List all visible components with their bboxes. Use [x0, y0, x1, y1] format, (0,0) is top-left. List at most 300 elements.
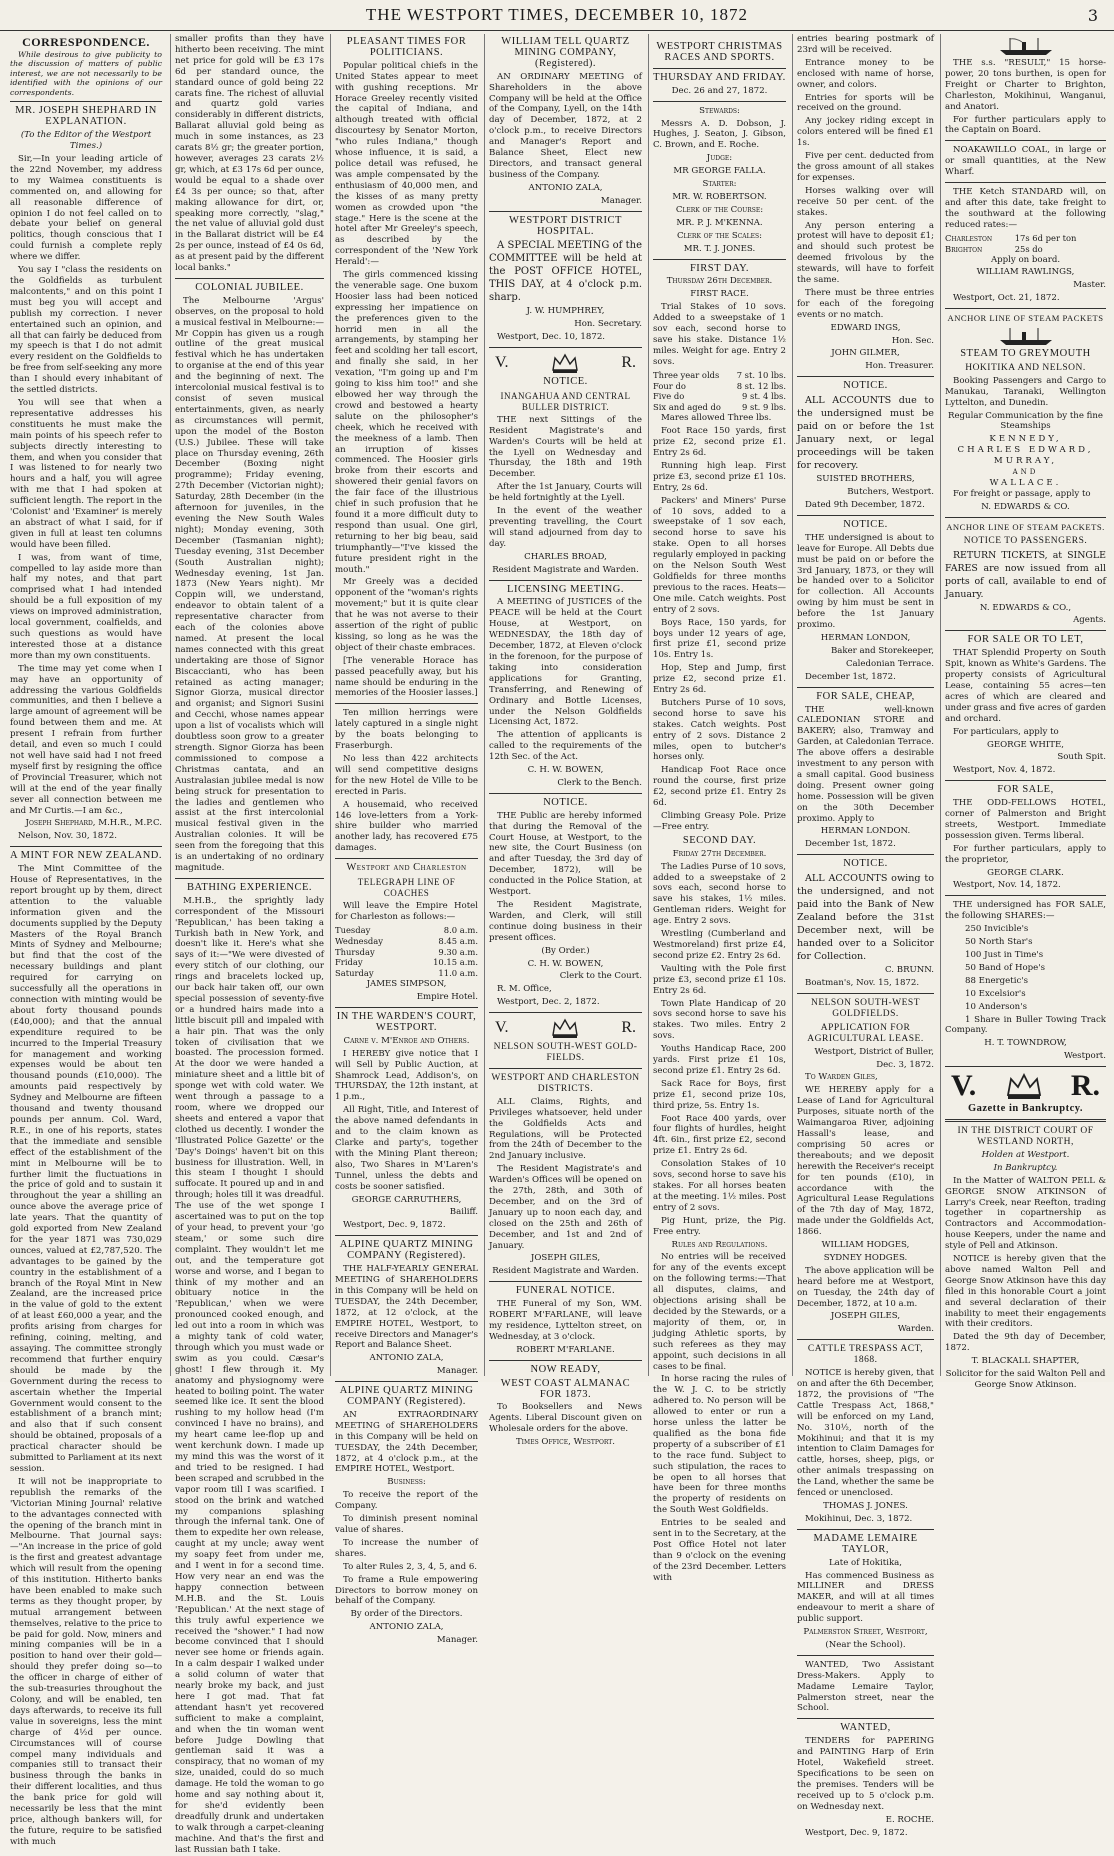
- share-item: 50 North Star's: [965, 937, 1033, 948]
- signature: HERMAN LONDON.: [820, 826, 911, 837]
- signature: JOSEPH GILES,: [830, 1311, 901, 1322]
- notice-date: Westport, Dec. 9, 1872.: [343, 1220, 446, 1231]
- royal-cipher: [495, 352, 636, 374]
- notice-date: Westport, Dec. 2, 1872.: [497, 997, 600, 1008]
- race-entry: Climbing Greasy Pole. Prize—Free entry.: [653, 811, 786, 832]
- second-day-date: Friday 27th December.: [672, 848, 767, 859]
- masthead: [0, 0, 1114, 31]
- article-paragraph: You will see that when a representative addresses his constituents he must make the main points of his speech refer to subjects directly interesting to them, and when you consider that I was listened to for nearly two hours and a half, you will agree with me that I had spoken at sufficient length. The report in the 'Colonist' and 'Examiner' is merely an abstract of what I said, for if given in full at least ten columns would have been filled.: [10, 397, 162, 550]
- wanted-heading: WANTED,: [840, 1722, 891, 1734]
- alpine-heading: ALPINE QUARTZ MINING COMPANY (Registered).: [339, 1239, 474, 1262]
- correspondence-heading: CORRESPONDENCE.: [22, 35, 150, 49]
- scales-name: MR. T. J. JONES.: [683, 243, 756, 254]
- notice-paragraph: AN ORDINARY MEETING of Shareholders in the above Company will be held at the Office of the Company, Lyell, on the 14th day of December, 1872, at 2 o'clock p.m., to receive Directors and Manager's Report and Balance Sheet, Elect new Directors, and transact general business of the Company.: [489, 71, 642, 180]
- rates-row: [945, 233, 1106, 244]
- notice-date: Westport, Nov. 4, 1872.: [953, 765, 1056, 776]
- race-entry: Vaulting with the Pole first prize £3, second prize £1 10s. Entry 2s 6d.: [653, 963, 786, 996]
- notice-paragraph: For further particulars apply to the Captain on Board.: [945, 114, 1106, 136]
- signature: T. BLACKALL SHAPTER,: [971, 1356, 1080, 1367]
- jubilee-heading: COLONIAL JUBILEE.: [195, 281, 304, 293]
- race-entry: Wrestling (Cumberland and Westmoreland) first prize £4, second prize £2. Entry 2s 6d.: [653, 929, 786, 961]
- bankruptcy-label: In Bankruptcy.: [993, 1162, 1058, 1173]
- notice-heading: NOTICE.: [543, 376, 588, 388]
- notice-paragraph: TENDERS for PAPERING and PAINTING Harp of Erin Hotel, Wakefield street. Specifications to be seen on the premises. Tenders will be received up to 5 o'clock p.m. on Wednesday next.: [797, 1736, 934, 1812]
- notice-paragraph: For particulars, apply to: [953, 726, 1059, 737]
- signature-title: (Near the School).: [825, 1639, 906, 1650]
- race-dates: Dec. 26 and 27, 1872.: [671, 85, 768, 96]
- notice-heading: NOTICE.: [843, 380, 888, 392]
- signature: JOSEPH GILES,: [530, 1253, 601, 1264]
- notice-paragraph: THE next Sittings of the Resident Magistrate's and Warden's Courts will be held at the Lyell on Wednesday and Thursday, the 18th and 19th December.: [489, 414, 642, 480]
- weights-value: 8 st. 12 lbs.: [736, 380, 786, 391]
- column-2: [170, 34, 328, 1855]
- race-entry: Butchers Purse of 10 sovs, second horse to save his stakes. Catch weights. Post entry of 2 sovs. Distance 2 miles, open to butcher's horses only.: [653, 697, 786, 763]
- article-paragraph: The time may yet come when I may have an opportunity of addressing the various Goldfields communities, and then I believe a large amount of agreement will be found between them and me. At present I refrain from further detail, and even so much I could not well have said had I not freed myself first by resigning the office of Provincial Treasurer, which not will at the end of the year finally sever all connection between me and Mr Curtis.—I am &c.,: [10, 663, 162, 816]
- signature-title: Clerk to the Court.: [559, 971, 642, 982]
- signature-title: Manager.: [436, 1366, 478, 1377]
- signature: C. H. W. BOWEN,: [527, 765, 604, 776]
- weights-value: 7 st. 10 lbs.: [736, 369, 786, 380]
- rate-value: 17s 6d per ton: [1014, 232, 1077, 243]
- business-item: To increase the number of shares.: [335, 1537, 478, 1559]
- signature-title: Resident Magistrate and Warden.: [492, 564, 639, 575]
- notice-heading: NOTICE.: [843, 518, 888, 530]
- schedule-time: 8.45 a.m.: [438, 935, 478, 946]
- coach-heading: Westport and Charleston: [346, 862, 467, 874]
- race-entry: Pig Hunt, prize, the Pig. Free entry.: [653, 1215, 786, 1237]
- rules-paragraph: entries bearing postmark of 23rd will be received.: [797, 34, 934, 55]
- schedule-row: [335, 947, 478, 958]
- royal-cipher: [495, 1017, 636, 1039]
- signature: GEORGE WHITE,: [987, 739, 1064, 750]
- schedule-time: 10.15 a.m.: [433, 957, 478, 968]
- districts-heading: WESTPORT AND CHARLESTON DISTRICTS.: [491, 1072, 640, 1094]
- signature-date: Nelson, Nov. 30, 1872.: [18, 831, 117, 842]
- hospital-heading: WESTPORT DISTRICT HOSPITAL.: [509, 214, 622, 237]
- article-paragraph: M.H.B., the sprightly lady correspondent of the Missouri 'Republican,' has been taking a Turkish bath in New York, and doesn't like it. Here's what she says of it:—"We were divested of every stitch of our clothing, our rings and bracelets locked up, our back hair taken off, our own special possession of seventy-five or a hundred hairs made into a little biscuit pill and impaled with a hair pin. That was the only token of civilisation that we boasted. The procession formed. At the door we were handed a miniature sheet and a little bit of sponge wet with cold water. We went through a passage to a room, where we dropped our sheets and entered a vapor that clothed us decently. I wonder the 'Illustrated Police Gazette' or the 'Day's Doings' haven't bit on this business for illustration. Well, in this steam I thought I should suffocate. It poured up and in and through; holes till it was dreadful. The use of the wet sponge I ascertained was to put on the top of your head, to prevent your 'go steam,' or some such dire complaint. They wouldn't let me out, and the temperature got worse and worse, and I began to think of my mother and an obituary notice in the 'Republican,' when we were pronounced cooked enough, and led out into a room in which was a mighty tank of cold water, through which you must wade or swim as you could. Cæsar's ghost! I flew through it. My anatomy and physiognomy were heated to boiling point. The water seemed like ice. It sent the blood rushing to my hollow head (I'm convinced I have no brains), and my heart came lee-flop up and went kerchunk down. I made up my mind this was the worst of it and tried to be resigned. I had been scraped and scrubbed in the vapor room till I was scarified. I stood on the brink and watched my companions splashing through the infernal tank. One of them to expedite her own release, caught at my uncle; away went my soapy feet from under me, and I went in for a second time. How very near an end was the happy connection between M.H.B. and the St. Louis 'Republican.' At the next stage of this truly awful experience we received the "shower." I had now become convinced that I should never see home or friends again. In a calm despair I walked under a solid column of water that nearly broke my back, and just here I got mad. That fat attendant hasn't yet recovered sufficient to make a complaint, and when the tin woman went before Judge Dowling that gentleman said it was a conspiracy, that no woman of my size, unaided, could do so much damage. He told the woman to go home and say nothing about it, for she'd evidently been dreadfully drunk and undertaken to walk through a carpet-cleaning machine. And that's the first and last Russian bath I take.: [175, 895, 324, 1855]
- signature-title: Caledonian Terrace.: [845, 658, 934, 669]
- business-label: Business:: [387, 1477, 426, 1488]
- notice-paragraph: For freight or passage, apply to: [953, 488, 1091, 499]
- notice-paragraph: THE well-known CALEDONIAN STORE and BAKERY; also, Tramway and Garden, at Caledonian Terrace. The above offers a desirable investment to any person with a small capital. Good business doing. Present owner going home. Possession will be given on the 30th December proximo. Apply to: [797, 704, 934, 824]
- signature-title: Solicitor for the said Walton Pell and George Snow Atkinson.: [945, 1369, 1106, 1390]
- signature: Joseph Shephard, M.H.R., M.P.C.: [25, 818, 162, 829]
- judge-name: MR GEORGE FALLA.: [673, 166, 766, 177]
- first-race-label: FIRST RACE.: [690, 289, 749, 300]
- notice-paragraph: Has commenced Business as MILLINER and DRESS MAKER, and will at all times endeavour to merit a share of public support.: [797, 1570, 934, 1625]
- notice-paragraph: THE undersigned has FOR SALE, the following SHARES:—: [945, 900, 1106, 922]
- sale-let-heading: FOR SALE OR TO LET,: [967, 634, 1084, 646]
- notice-paragraph: THE s.s. "RESULT," 15 horse-power, 20 tons burthen, is open for Freight or Charter to Brighton, Charleston, Mokihinui, Wanganui, and Anatori.: [945, 58, 1106, 112]
- share-item: 88 Energetic's: [965, 975, 1029, 986]
- weights-value: 9 st. 4 lbs.: [742, 391, 786, 402]
- lease-heading: APPLICATION FOR AGRICULTURAL LEASE.: [807, 1022, 924, 1044]
- signature-title: Hon. Secretary.: [574, 319, 642, 330]
- article-paragraph: It will not be inappropriate to republish the remarks of the 'Victorian Mining Journal' relative to the advantages connected with the opening of the branch mint in Melbourne. That journal says:—"An increase in the price of gold is the first and greatest advantage which will result from the opening of this institution. Hitherto banks have been enabled to make such terms as they thought proper, by mutual arrangement between themselves, relative to the price to be paid for gold. Now, miners and mining companies will be in a position to hand over their gold—should they prefer doing so—to the officer in charge of either of the sub-treasuries throughout the Colony, and will be enabled, ten days afterwards, to receive its full value in sovereigns, less the mint charge of 4½d per ounce. Circumstances will of course compel many individuals and companies still to transact their business through the banks in their different localities, and thus the bank price for gold will necessarily be less that the mint price, although bankers will, for the future, require to be satisfied with much: [10, 1476, 163, 1847]
- signature-title: Baker and Storekeeper,: [830, 645, 934, 656]
- column-5: [648, 34, 790, 1583]
- share-item: 50 Band of Hope's: [965, 962, 1045, 973]
- race-entry: Foot Race 150 yards, first prize £2, second prize £1. Entry 2s 6d.: [653, 426, 786, 458]
- rules-paragraph: Horses walking over will receive 50 per cent. of the stakes.: [797, 185, 934, 218]
- scales-label: Clerk of the Scales:: [676, 230, 762, 241]
- notice-date: Westport, Nov. 14, 1872.: [953, 880, 1061, 891]
- weights-value: 9 st. 9 lbs.: [742, 402, 786, 413]
- ship-name: CHARLES EDWARD,: [957, 445, 1094, 456]
- article-paragraph: You say I "class the residents on the Goldfields as turbulent malcontents," and on this point I must beg you will accept and publish my correction. I never entertained such an opinion, and all that can fairly be deduced from my speech is that I do not admit every resident on the Goldfields to be free from self-seeking any more than I should every inhabitant of the settled districts.: [10, 265, 162, 396]
- notice-date: Dated 9th December, 1872.: [805, 500, 925, 510]
- rates-row: [945, 244, 1106, 255]
- signature: C. BRUNN.: [885, 965, 934, 976]
- apply-line: Apply on board.: [990, 254, 1061, 265]
- notice-paragraph: The Resident Magistrate's and Warden's Offices will be opened on the 27th, 28th, and 30th of December, and on the 3rd of January up to noon each day, and closed on the 25th and 26th of December, and 1st and 2nd of January.: [489, 1164, 642, 1251]
- to-editor: (To the Editor of the Westport Times.): [20, 130, 152, 152]
- signature-title: Clerk to the Bench.: [557, 777, 642, 788]
- weights-table: [653, 370, 786, 414]
- share-item: 10 Anderson's: [965, 1001, 1027, 1012]
- shephard-heading: MR. JOSEPH SHEPHARD IN EXPLANATION.: [15, 105, 157, 128]
- race-entry: Consolation Stakes of 10 sovs, second horse to save his stakes. For all horses beaten at the meeting. 1½ miles. Post entry of 2 sovs.: [653, 1159, 786, 1213]
- signature-title: Hon. Sec.: [891, 335, 934, 346]
- article-paragraph: Mr Greely was a decided opponent of the "woman's rights movement;" but it is quite clear that he was not averse to their assertion of the right of public kissing, so long as he was the object of their chaste embraces.: [335, 577, 478, 653]
- rules-heading: Rules and Regulations.: [671, 1239, 768, 1250]
- rules-paragraph: There must be three entries for each of the foregoing events or no match.: [797, 287, 934, 320]
- signature: ANTONIO ZALA,: [369, 1353, 444, 1364]
- ship-illustration: [945, 36, 1106, 56]
- signature: H. T. TOWNDROW,: [984, 1038, 1067, 1049]
- notice-paragraph: THE undersigned is about to leave for Europe. All Debts due must be paid on or before the 3rd January, 1873, or they will be handed over to a Solicitor for collection. All Accounts owing by him must be sent in before the 1st January proximo.: [797, 532, 934, 631]
- race-entry: The Ladies Purse of 10 sovs, added to a sweepstake of 2 sovs each, second horse to save his stakes, 1½ miles. Gentleman riders. Weight for age. Entry 2 sovs.: [653, 861, 786, 927]
- share-item: 250 Invicible's: [965, 924, 1029, 935]
- race-days-heading: THURSDAY AND FRIDAY.: [653, 71, 786, 83]
- notice-paragraph: ALL ACCOUNTS due to the undersigned must be paid on or before the 1st January next, or legal proceedings will be taken for recovery.: [797, 395, 934, 472]
- notice-date: Westport, Oct. 21, 1872.: [953, 293, 1060, 304]
- coach-intro: Will leave the Empire Hotel for Charleston as follows:—: [335, 900, 478, 922]
- for-sale-heading: FOR SALE,: [997, 784, 1054, 796]
- anchor-line-heading: ANCHOR LINE OF STEAM PACKETS: [947, 313, 1104, 324]
- signature: J. W. HUMPHREY,: [526, 306, 605, 317]
- weights-age: Six and aged do: [653, 402, 721, 413]
- order-line: By order of the Directors.: [350, 1609, 463, 1620]
- ship-name: WALLACE.: [989, 478, 1062, 488]
- notice-paragraph: NOTICE is hereby given, that on and after the 6th December, 1872, the provisions of "The Cattle Trespass Act, 1868," will be enforced on my Land, No. 310½, north of the Mokihinui; and that it is my intention to Claim Damages for cattle, horses, sheep, pigs, or other animals trespassing on the Land, whether the same be fenced or unenclosed.: [797, 1368, 934, 1499]
- notice-paragraph: The above application will be heard before me at Westport, on Tuesday, the 24th day of December, 1872, at 10 a.m.: [797, 1265, 934, 1309]
- article-paragraph: The Mint Committee of the House of Representatives, in the report brought up by them, direct attention to the valuable information given and the documents supplied by the Deputy Masters of the Royal Branch Mints of Sydney and Melbourne; but find that the cost of the necessary buildings and plant required for carrying on successfully all the operations in connection with minting would be about forty thousand pounds (£40,000); and that the annual expenditure required to be incurred to the Imperial Treasury for management and working expenses would be about ten thousand pounds (£10,000). The amounts paid respectively by Sydney and Melbourne are fifteen thousand and twenty thousand pounds per annum. Col. Ward, R.E., in one of his reports, states that the immediate and sensible effect of the establishment of the mint in Melbourne will be to further limit the fluctuations in the price of gold and to sustain it throughout the year a shilling an ounce above the average price of late years. That the quantity of gold exported from New Zealand for the year 1871 was 730,029 ounces, valued at £2,787,520. The advantages to be gained by the country in the establishment of a branch of the Royal Mint in New Zealand, are the increased price in the value of gold to the extent of at least £60,000 a year, and the profits arising from charges for refining, coining, melting, and assaying. The committee strongly recommend that further enquiry should be made by the Government during the recess to ascertain whether the Imperial Government would consent to the establishment of a branch mint; and also that if such consent should be obtained, proposals of a practical character should be submitted to Parliament at its next session.: [10, 864, 162, 1474]
- cipher-r: R.: [1070, 1068, 1100, 1102]
- signature: WILLIAM HODGES,: [821, 1240, 910, 1251]
- rate-place: Charleston: [945, 232, 993, 243]
- rate-place: Brighton: [945, 243, 983, 254]
- notice-paragraph: The attention of applicants is called to the requirements of the 12th Sec. of the Act.: [489, 730, 642, 763]
- race-note: Mares allowed Three lbs.: [661, 413, 772, 424]
- first-day-heading: FIRST DAY.: [689, 262, 750, 274]
- disclaimer: While desirous to give publicity to the discussion of matters of public interest, we are not necessarily to be identified with the opinions of our correspondents.: [10, 49, 162, 97]
- rules-paragraph: In horse racing the rules of the W. J. C. to be strictly adhered to. No person will be allowed to enter or run a horse unless the latter be qualified as the bona fide property of a subscriber of £1 to the race fund. Subject to such stipulation, the races to be open to all horses that have been for three months the property of residents on the South West Goldfields.: [653, 1374, 786, 1516]
- location-date: Dec. 3, 1872.: [876, 1059, 934, 1070]
- steamship-icon: [996, 36, 1056, 56]
- court-location: Holden at Westport.: [981, 1149, 1070, 1160]
- weights-row: [653, 381, 786, 392]
- coach-schedule: [335, 925, 478, 980]
- royal-cipher: [951, 1068, 1100, 1102]
- mint-heading: A MINT FOR NEW ZEALAND.: [10, 850, 162, 862]
- column-6: [792, 34, 938, 1838]
- notice-paragraph: Dated the 9th day of December, 1872.: [945, 1332, 1106, 1354]
- business-item: To alter Rules 2, 3, 4, 5, and 6.: [343, 1561, 478, 1572]
- race-entry: Youths Handicap Race, 200 yards. First prize £1 10s, second prize £1. Entry 2s 6d.: [653, 1044, 786, 1076]
- signature-title: Hon. Treasurer.: [865, 361, 934, 372]
- rules-paragraph: Entries to be sealed and sent in to the Secretary, at the Post Office Hotel not later than 9 o'clock on the evening of the 23rd December. Letters with: [653, 1518, 786, 1583]
- race-entry: Foot Race 400 yards, over four flights of hurdles, height 4ft. 6in., first prize £2, second prize £1. Entry 2s 6d.: [653, 1113, 786, 1157]
- column-4: [484, 34, 646, 1448]
- schedule-day: Wednesday: [335, 935, 383, 946]
- signature: ANTONIO ZALA,: [369, 1622, 444, 1633]
- races-heading: WESTPORT CHRISTMAS RACES AND SPORTS.: [656, 41, 783, 63]
- cipher-r: R.: [621, 1018, 636, 1036]
- schedule-time: 11.0 a.m.: [438, 968, 478, 979]
- signature-title: Westport.: [1063, 1051, 1106, 1062]
- business-item: To frame a Rule empowering Directors to borrow money on behalf of the Company.: [335, 1574, 478, 1607]
- weights-age: Five do: [653, 391, 685, 402]
- clerk-name: MR. P. J. M'KENNA.: [676, 217, 763, 228]
- hokitika-heading: HOKITIKA AND NELSON.: [965, 362, 1086, 373]
- signature-title: Resident Magistrate and Warden.: [492, 1266, 639, 1277]
- signature-title: Master.: [1073, 280, 1106, 291]
- case-title: Carne v. M'Enroe and Others.: [343, 1035, 470, 1046]
- crown-icon: [550, 1017, 580, 1039]
- notice-paragraph: WE HEREBY apply for a Lease of Land for Agricultural Purposes, situate north of the Waimangaroa River, adjoining Hassall's lease, and comprising 50 acres or thereabouts; and we deposit herewith the Receiver's receipt for ten pounds (£10), in accordance with the Agricultural Lease Regulations of the 7th day of May, 1872, made under the Goldfields Act, 1866.: [797, 1085, 934, 1238]
- for-sale-heading: FOR SALE, CHEAP,: [816, 690, 915, 702]
- signature: N. EDWARDS & CO.,: [979, 602, 1072, 613]
- rules-paragraph: Entrance money to be enclosed with name of horse, owner, and colors.: [797, 57, 934, 90]
- rules-paragraph: No entries will be received for any of the events except on the following terms:—That all disputes, claims, and objections arising shall be decided by the Stewards, or a majority of them, or, in judging Athletic sports, by such referees as they may appoint, such decisions in all cases to be final.: [653, 1252, 786, 1372]
- signature: ANTONIO ZALA,: [528, 182, 603, 193]
- notice-paragraph: AN EXTRAORDINARY MEETING of SHAREHOLDERS in this Company will be held on TUESDAY, the 24th December, 1872, at 4 o'clock p.m., at the EMPIRE HOTEL, Westport.: [335, 1409, 478, 1475]
- passengers-heading: NOTICE TO PASSENGERS.: [963, 535, 1088, 546]
- notice-paragraph: A SPECIAL MEETING of the COMMITTEE will be held at the POST OFFICE HOTEL, THIS DAY, at 4 o'clock p.m. sharp.: [489, 240, 642, 304]
- signature: WILLIAM RAWLINGS,: [976, 267, 1075, 278]
- alpine-heading-2: ALPINE QUARTZ MINING COMPANY (Registered).: [339, 1385, 474, 1408]
- weights-row: [653, 391, 786, 402]
- cipher-v: V.: [495, 1018, 509, 1036]
- business-item: To diminish present nominal value of shares.: [335, 1514, 478, 1535]
- article-paragraph: [The venerable Horace has passed peacefully away, but his name should be enduring in the memories of the Hoosier lasses.]: [335, 655, 478, 699]
- signature: C. H. W. BOWEN,: [527, 958, 604, 969]
- schedule-day: Friday: [335, 957, 363, 968]
- schedule-day: Tuesday: [335, 924, 371, 935]
- stewards-list: Messrs A. D. Dobson, J. Hughes, J. Seaton, J. Gibson, C. Brown, and E. Roche.: [653, 118, 786, 151]
- article-paragraph: Sir,—In your leading article of the 22nd November, my address to my Waimea constituents is commented on, and allowing for all reasonable difference of opinion I do not feel called on to debate your belief on general politics, though conscious that I could furnish a complete reply where we differ.: [10, 154, 162, 263]
- notice-paragraph: THE HALF-YEARLY GENERAL MEETING of SHAREHOLDERS in this Company will be held on TUESDAY, the 24th December, 1872, at 12 o'clock, at the EMPIRE HOTEL, Westport, to receive Directors and Manager's Report and Balance Sheet.: [335, 1264, 478, 1351]
- william-tell-heading: WILLIAM TELL QUARTZ MINING COMPANY, (Registered).: [501, 36, 630, 69]
- rate-value: 25s do: [1014, 243, 1043, 254]
- milliner-subheading: Late of Hokitika,: [828, 1557, 903, 1568]
- notice-paragraph: Regular Communication by the fine Steamships: [948, 410, 1103, 432]
- article-paragraph: The Melbourne 'Argus' observes, on the proposal to hold a musical festival in Melbourne:—Mr Coppin has given us a rough outline of the great musical festival which he has undertaken to organise at the end of this year and the beginning of next. The intercolonial musical festival is to consist of seven musical entertainments, given, as nearly as circumstances will permit, upon the model of the Boston (U.S.) Jubilee. These will take place on Thursday evening, 26th December (Boxing night programme); Friday evening, 27th December (Victorian night); Saturday, 28th December (in the afternoon for juveniles, in the evening the New South Wales night); Monday evening, 30th December (Tasmanian night); Tuesday evening, 31st December (South Australian night); Wednesday evening, 1st Jan. 1873 (New Years night). Mr Coppin will, we understand, endeavor to obtain talent of a representative character from each of the colonies above named. At present the local names connected with this great undertaking are those of Signor Biscaccianti, who has been retained as acting manager; Signor Giorza, musical director and organist; and Signori Susini and Cecchi, whose names appear upon a list of vocalists which will doubtless soon grow to a greater strength. Signor Giorza has been commissioned to compose a Christmas cantata, and an Australasian jubilee medal is now being struck for presentation to the ladies and gentlemen who assist at the first intercolonial musical festival given in the Australian colonies. It will be seen from the foregoing that this is an undertaking of no ordinary magnitude.: [175, 295, 324, 873]
- notice-paragraph: ALL ACCOUNTS owing to the undersigned, and not paid into the Bank of New Zealand before the 31st December next, will be handed over to a Solicitor for Collection.: [797, 873, 934, 963]
- cattle-heading: CATTLE TRESPASS ACT, 1868.: [807, 1344, 924, 1366]
- notice-paragraph: In the Matter of WALTON PELL & GEORGE SNOW ATKINSON of Larry's Creek, near Reefton, trading together in copartnership as Contractors and Accommodation-house Keepers, under the name and style of Pell and Atkinson.: [945, 1175, 1106, 1252]
- clerk-label: Clerk of the Course:: [675, 204, 764, 215]
- signature: GEORGE CARRUTHERS,: [351, 1194, 462, 1205]
- notice-paragraph: ALL Claims, Rights, and Privileges whatsoever, held under the Goldfields Acts and Regulations, will be Protected from the 24th of December to the 2nd January inclusive.: [489, 1096, 642, 1162]
- notice-date: Westport, Dec. 10, 1872.: [497, 332, 606, 343]
- gazette-heading: Gazette in Bankruptcy.: [967, 1103, 1084, 1115]
- cipher-r: R.: [621, 353, 636, 371]
- milliner-heading: MADAME LEMAIRE TAYLOR,: [813, 1532, 918, 1555]
- notice-paragraph: A MEETING of JUSTICES of the PEACE will be held at the Court House, at Westport, on WEDNESDAY, the 18th day of December, 1872, at Eleven o'clock in the forenoon, for the purpose of taking into consideration applications for Granting, Transferring, and Renewing of Ordinary and Bottle Licenses, under the Nelson Goldfields Licensing Act, 1872.: [489, 597, 642, 728]
- rules-paragraph: Any person entering a protest will have to deposit £1; and should such protest be deemed frivolous by the stewards, will have to forfeit the same.: [797, 220, 934, 286]
- signature-title: Bailiff.: [449, 1207, 478, 1218]
- race-entry: Running high leap. First prize £3, second prize £1 10s. Entry, 2s 6d.: [653, 460, 786, 493]
- schedule-time: 9.30 a.m.: [438, 946, 478, 957]
- notice-paragraph: WANTED, Two Assistant Dress-Makers. Apply to Madame Lemaire Taylor, Palmerston street, near the School.: [797, 1659, 934, 1714]
- article-paragraph: No less than 422 architects will send competitive designs for the new Hotel de Ville to be erected in Paris.: [335, 754, 478, 797]
- signature: E. ROCHE.: [885, 1814, 934, 1825]
- ship-name: MURRAY,: [993, 456, 1058, 467]
- column-7: [940, 34, 1110, 1390]
- article-paragraph: Ten million herrings were lately captured in a single night by the boats belonging to Fraserburgh.: [335, 708, 478, 752]
- addressee: To Warden Giles,: [805, 1072, 878, 1083]
- inangahua-heading: INANGAHUA AND CENTRAL BULLER DISTRICT.: [500, 391, 631, 412]
- notice-paragraph: NOTICE is hereby given that the above named Walton Pell and George Snow Atkinson have this day filed in this honorable Court a joint and several declaration of their inability to meet their engagements with their creditors.: [945, 1254, 1106, 1330]
- schedule-row: [335, 957, 478, 968]
- rates-table: [945, 233, 1106, 255]
- schedule-day: Thursday: [335, 946, 375, 957]
- newspaper-title: THE WESTPORT TIMES, DECEMBER 10, 1872: [365, 5, 749, 24]
- wardens-court-heading: IN THE WARDEN'S COURT, WESTPORT.: [336, 1011, 477, 1033]
- race-entry: Handicap Foot Race once round the course, first prize £2, second prize £1. Entry 2s 6d.: [653, 765, 786, 809]
- weights-row: [653, 402, 786, 413]
- anchor-line-heading: ANCHOR LINE OF STEAM PACKETS.: [946, 521, 1105, 532]
- business-item: To receive the report of the Company.: [335, 1490, 478, 1512]
- schedule-day: Saturday: [335, 968, 374, 979]
- starter-name: MR. W. ROBERTSON.: [672, 191, 767, 202]
- race-entry: Hop, Step and Jump, first prize £2, second prize £1. Entry 2s 6d.: [653, 663, 786, 696]
- judge-label: Judge:: [706, 153, 733, 164]
- signature-title: Empire Hotel.: [416, 992, 478, 1003]
- goldfields-heading: NELSON SOUTH-WEST GOLDFIELDS.: [810, 998, 921, 1019]
- notice-paragraph: In the event of the weather preventing travelling, the Court will stand adjourned from day to day.: [489, 506, 642, 549]
- signature-title: Manager.: [436, 1635, 478, 1646]
- signature: N. EDWARDS & CO.: [981, 501, 1070, 512]
- greymouth-heading: STEAM TO GREYMOUTH: [960, 348, 1091, 360]
- notice-paragraph: THE Funeral of my Son, WM. ROBERT M'FARLANE, will leave my residence, Lyttelton street, on Wednesday, at 3 o'clock.: [489, 1299, 642, 1342]
- crown-icon: [550, 352, 580, 374]
- notice-paragraph: Booking Passengers and Cargo to Manukau, Taranaki, Wellington Lyttelton, and Dunedin.: [945, 375, 1106, 408]
- signature: Palmerston Street, Westport,: [803, 1627, 928, 1638]
- notice-paragraph: All Right, Title, and Interest of the above named defendants in and to the claim known as Clarke and party's, together with the Mining Plant thereon; also, Two Shares in M'Laren's Tunnel, unless the debts and costs be sooner satisfied.: [335, 1105, 478, 1192]
- rules-paragraph: Entries for sports will be received on the ground.: [797, 92, 934, 114]
- column-1: [6, 34, 166, 1847]
- share-item: 10 Excelsior's: [965, 988, 1026, 999]
- signature-title: Agents.: [1073, 615, 1106, 626]
- bathing-heading: BATHING EXPERIENCE.: [187, 881, 312, 893]
- article-paragraph: A housemaid, who received 146 love-letters from a York-shire builder who married another lady, has recovered £75 damages.: [335, 799, 478, 854]
- notice-paragraph: For further particulars, apply to the proprietor,: [945, 843, 1106, 865]
- notice-paragraph: NOAKAWILLO COAL, in large or or small quantities, at the New Wharf.: [945, 145, 1106, 178]
- stewards-label: Stewards:: [699, 105, 740, 116]
- second-day-heading: SECOND DAY.: [682, 834, 757, 846]
- funeral-heading: FUNERAL NOTICE.: [515, 1285, 616, 1297]
- signature-title: Warden.: [897, 1324, 934, 1335]
- signature: HERMAN LONDON,: [820, 632, 911, 643]
- notice-paragraph: I HEREBY give notice that I will Sell by Public Auction, at Shamrock Lead, Addison's, on THURSDAY, the 12th instant, at 1 p.m.,: [335, 1048, 478, 1103]
- and-word: AND: [1012, 468, 1039, 477]
- schedule-time: 8.0 a.m.: [443, 924, 478, 935]
- notice-paragraph: RETURN TICKETS, at SINGLE FARES are now issued from all ports of call, available to end of January.: [945, 549, 1106, 600]
- politicians-heading: PLEASANT TIMES FOR POLITICIANS.: [346, 36, 467, 58]
- signature-title: Manager.: [600, 195, 642, 206]
- notice-heading: NOTICE.: [543, 796, 588, 808]
- article-paragraph: smaller profits than they have hitherto been receiving. The mint net price for gold will be £3 17s 6d per standard ounce, the standard ounce of gold being 22 carats fine. The richest of alluvial and quartz gold varies considerably in different districts, Ballarat alluvial gold being as much in some instances, as 23 carats 8½ gr; the greater portion, however, averages 23 carats 2½ gr, which, at £3 17s 6d per ounce, would be equal to a shade over £4 3s per ounce; so that, after making allowance for dirt, or, speaking more correctly, "slag," the net value of alluvial gold dust in the Ballarat district will be £4 2s per ounce, instead of £4 0s 6d, as at present paid by the different local banks.": [175, 34, 324, 274]
- weights-age: Four do: [653, 380, 686, 391]
- location-line: Westport, District of Buller,: [814, 1046, 934, 1057]
- race-entry: Packers' and Miners' Purse of 10 sovs, added to a sweepstake of 1 sov each, second horse to save his stake. Open to all horses regularly employed in packing on the Nelson South West Goldfields for three months previous to the races. Heats—One mile. Catch weights. Post entry of 2 sovs.: [653, 495, 786, 615]
- coach-subheading: TELEGRAPH LINE OF COACHES: [357, 877, 456, 898]
- signature: SYDNEY HODGES.: [823, 1252, 908, 1263]
- office-line: R. M. Office,: [497, 984, 552, 995]
- notice-date: Westport, Dec. 9, 1872.: [805, 1827, 908, 1838]
- goldfields-heading: NELSON SOUTH-WEST GOLD-FIELDS.: [493, 1042, 638, 1064]
- race-entry: Town Plate Handicap of 20 sovs second horse to save his stakes. Two miles. Entry 2 sovs.: [653, 998, 786, 1042]
- ship-illustration: [945, 326, 1106, 346]
- cipher-v: V.: [951, 1068, 977, 1102]
- signature: ROBERT M'FARLANE.: [516, 1344, 615, 1355]
- column-3: [330, 34, 482, 1646]
- notice-paragraph: The Resident Magistrate, Warden, and Clerk, will still continue doing business in their present offices.: [489, 900, 642, 943]
- signature: EDWARD INGS,: [830, 322, 901, 333]
- licensing-heading: LICENSING MEETING.: [507, 583, 624, 595]
- notice-date: Boatman's, Nov. 15, 1872.: [805, 978, 920, 989]
- signature: Times Office, Westport.: [515, 1437, 616, 1448]
- crown-icon: [1004, 1071, 1044, 1101]
- signature-title: Butchers, Westport.: [847, 487, 934, 498]
- starter-label: Starter:: [702, 179, 737, 190]
- notice-paragraph: After the 1st January, Courts will be held fortnightly at the Lyell.: [489, 482, 642, 504]
- signature: JOHN GILMER,: [831, 348, 900, 359]
- signature: GEORGE CLARK.: [987, 867, 1064, 878]
- order-line: (By Order.): [541, 945, 590, 956]
- article-paragraph: I was, from want of time, compelled to lay aside more than half my notes, and that part comprised what I had intended should be a full exposition of my views on improved administration, local government, coalfields, and such questions as would have interested those at a distance more than my own constituents.: [10, 552, 162, 661]
- steamship-icon: [996, 326, 1056, 346]
- ship-name: KENNEDY,: [989, 434, 1062, 445]
- notice-heading: NOTICE.: [843, 858, 888, 870]
- signature: JAMES SIMPSON,: [366, 979, 447, 990]
- weights-age: Three year olds: [653, 369, 720, 380]
- signature: CHARLES BROAD,: [524, 551, 607, 562]
- almanac-heading: WEST COAST ALMANAC FOR 1873.: [500, 1377, 631, 1400]
- weights-row: [653, 370, 786, 381]
- rules-paragraph: Any jockey riding except in colors entered will be fined £1 1s.: [797, 116, 934, 149]
- notice-paragraph: THE Public are hereby informed that during the Removal of the Court House, at Westport, to the new site, the Court Business (on and after Tuesday, the 3rd day of December, 1872), will be conducted in the Police Station, at Westport.: [489, 810, 642, 898]
- signature: THOMAS J. JONES.: [823, 1500, 908, 1511]
- signature-title: South Spit.: [1057, 752, 1106, 763]
- now-ready-heading: NOW READY,: [530, 1363, 601, 1375]
- notice-date: Mokihinui, Dec. 3, 1872.: [805, 1513, 913, 1524]
- race-entry: Boys Race, 150 yards, for boys under 12 years of age, first prize £1, second prize 10s. Entry 1s.: [653, 617, 786, 661]
- notice-date: December 1st, 1872.: [805, 671, 896, 682]
- race-entry: Sack Race for Boys, first prize £1, second prize 10s, third prize, 5s. Entry 1s.: [653, 1078, 786, 1111]
- first-day-date: Thursday 26th December.: [666, 276, 773, 287]
- notice-paragraph: THE ODD-FELLOWS HOTEL, corner of Palmerston and Bright streets, Westport. Immediate possession given. Terms liberal.: [945, 798, 1106, 841]
- share-item: 1 Share in Buller Towing Track Company.: [945, 1014, 1106, 1036]
- rules-paragraph: Five per cent. deducted from the gross amount of all stakes for expenses.: [797, 151, 934, 183]
- schedule-row: [335, 936, 478, 947]
- notice-date: December 1st, 1872.: [805, 839, 896, 850]
- signature: SUISTED BROTHERS,: [816, 474, 915, 485]
- notice-paragraph: To Booksellers and News Agents. Liberal Discount given on Wholesale orders for the above.: [489, 1402, 642, 1435]
